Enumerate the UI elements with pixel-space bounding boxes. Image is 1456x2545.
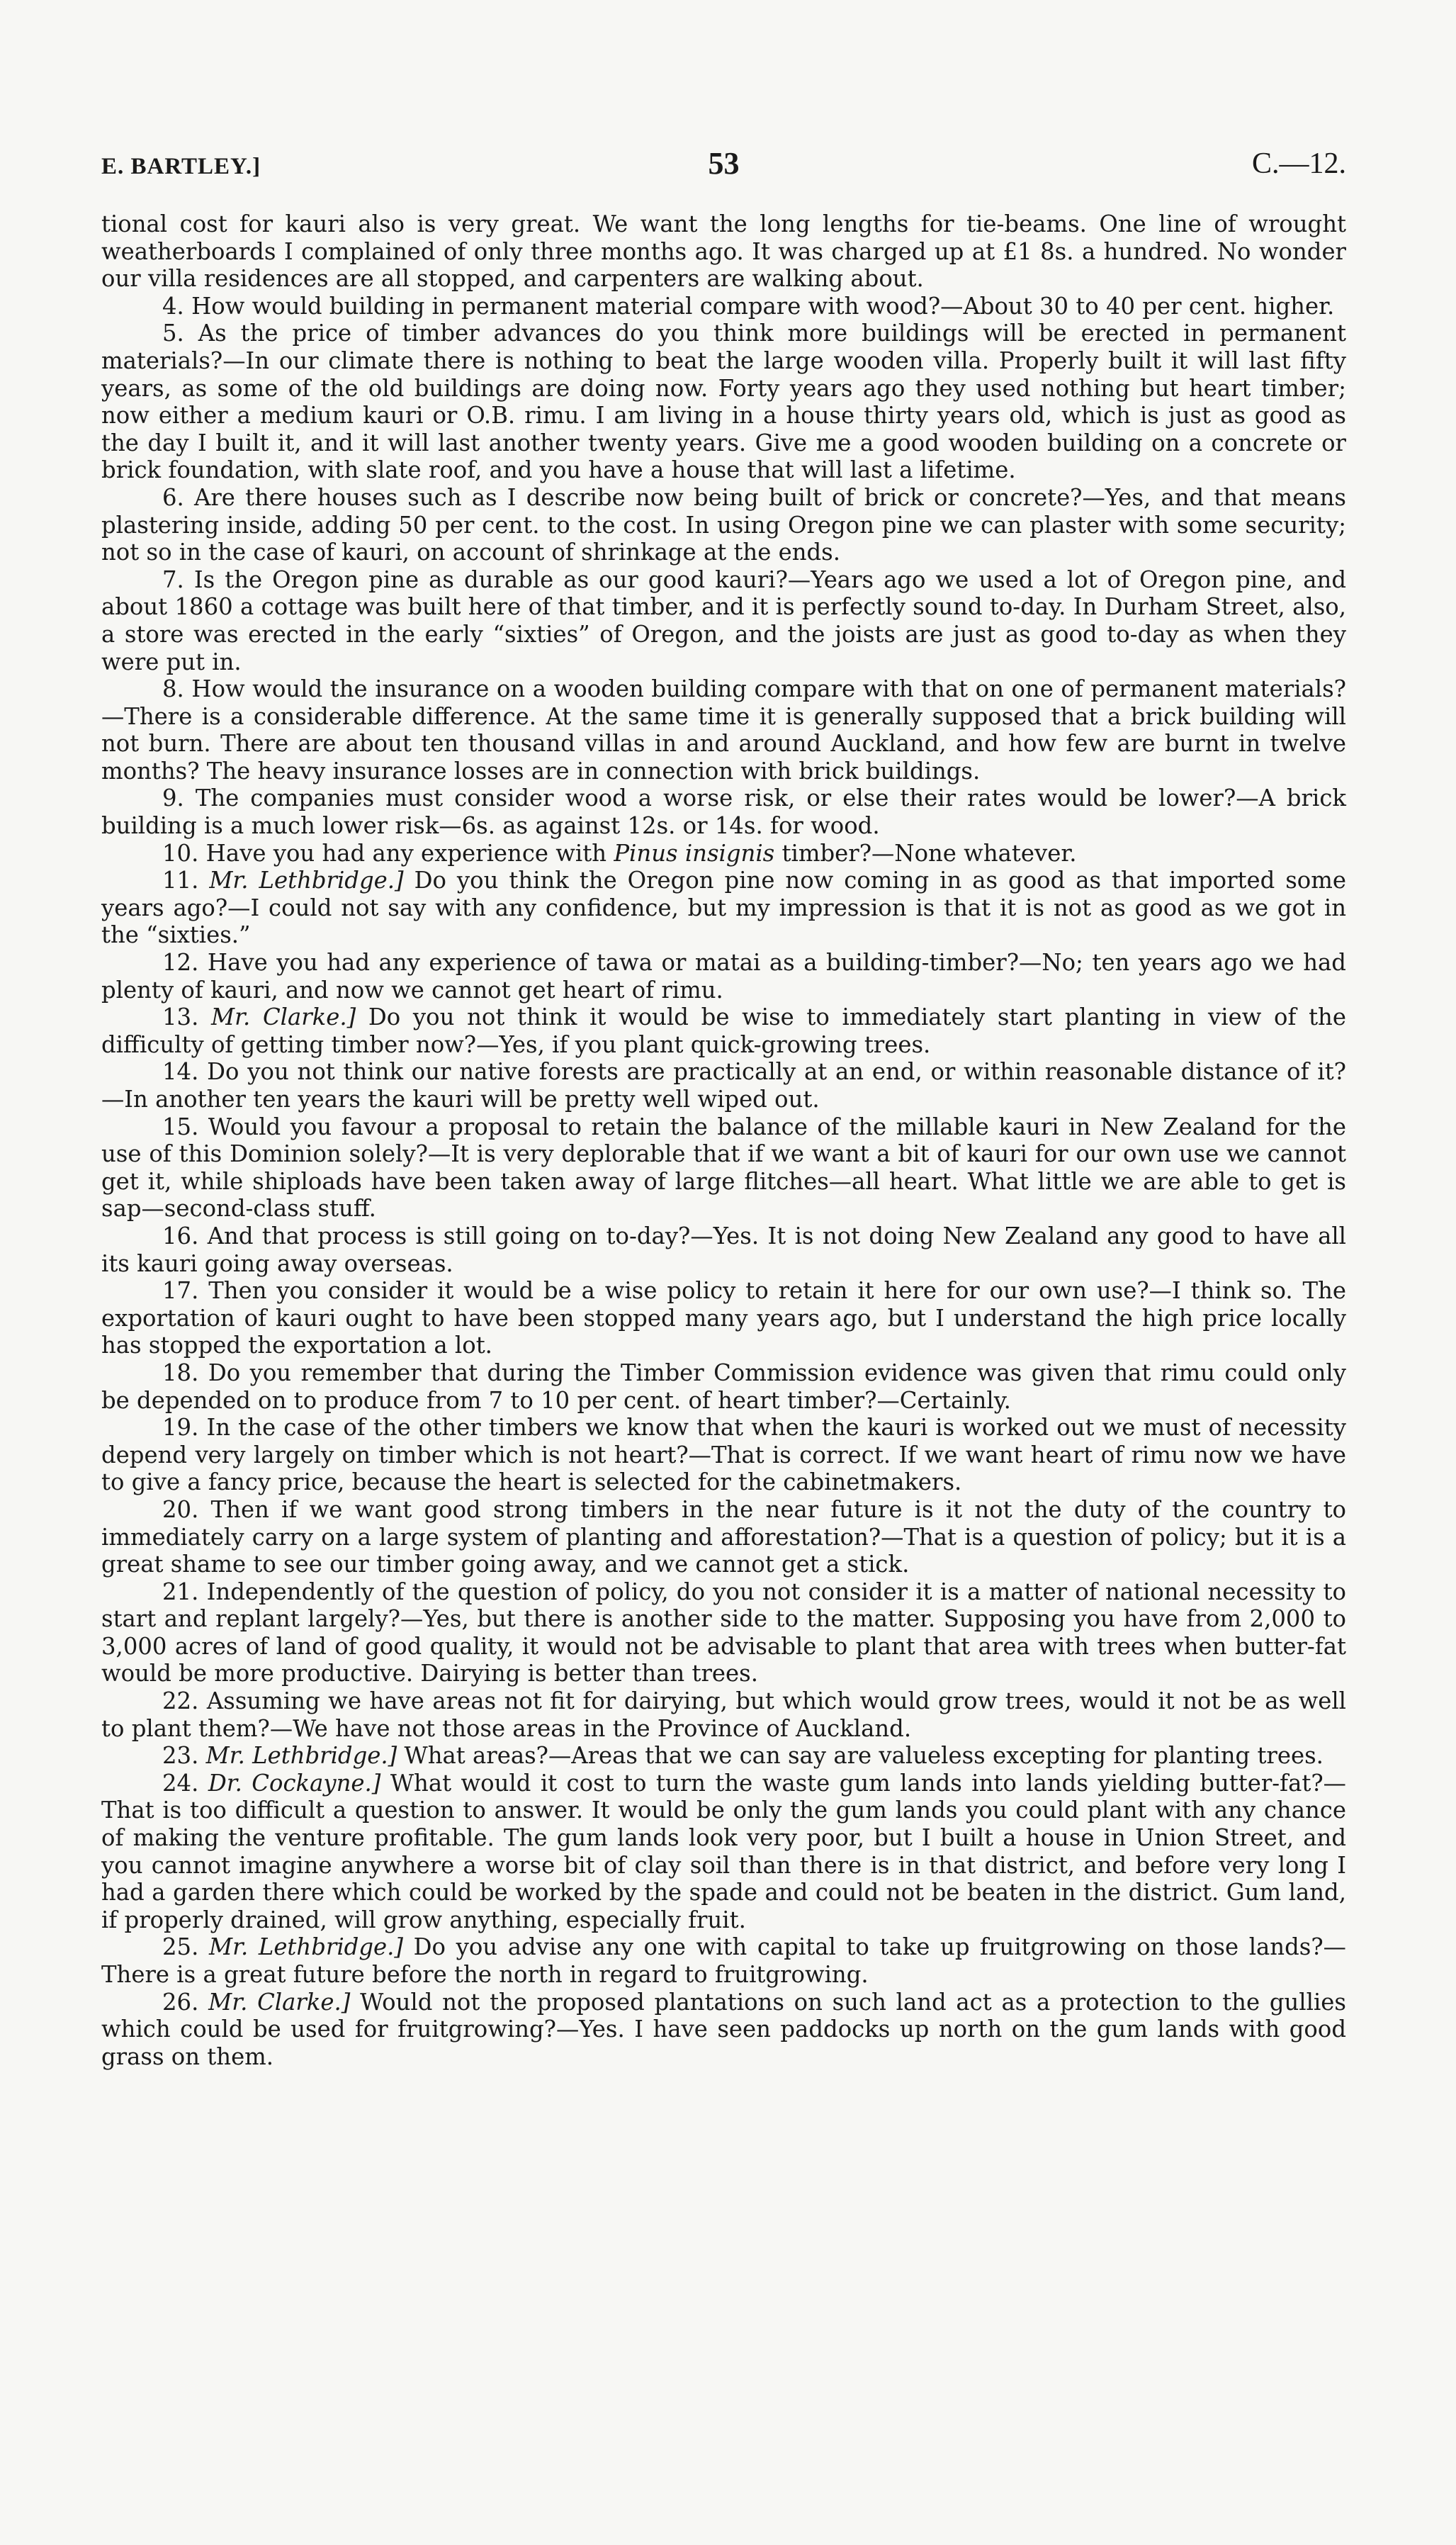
question-number: 11. [162,867,199,894]
question-number: 8. [162,675,184,703]
paragraph-text: How would building in permanent material compare with wood?—About 30 to 40 per cent. higher. [191,292,1335,320]
question-paragraph [101,320,1346,484]
question-number: 4. [162,292,184,320]
paragraph-text: Then you consider it would be a wise policy to retain it here for our own use?—I think so. The exportation of kauri ought to have been stopped many years ago, but I understand the high price locally has stopped the exportation a lot. [101,1277,1346,1359]
document-body [101,210,1346,2070]
paragraph-text: tional cost for kauri also is very great. We want the long lengths for tie-beams. One line of wrought weatherboards I complained of only three months ago. It was charged up at £1 8s. a hundred. No wonder our villa residences are all stopped, and carpenters are walking about. [101,210,1346,293]
question-paragraph [101,1770,1346,1934]
paragraph-text: In the case of the other timbers we know that when the kauri is worked out we must of necessity depend very largely on timber which is not heart?—That is correct. If we want heart of rimu now we have to give a fancy price, because the heart is selected for the cabinetmakers. [101,1414,1346,1496]
question-number: 21. [162,1578,199,1605]
question-paragraph [101,1578,1346,1687]
paragraph-text: Do you not think our native forests are practically at an end, or within reasonable distance of it?—In another ten years the kauri will be pretty well wiped out. [101,1058,1346,1113]
paragraph-text: timber?—None whatever. [781,839,1077,867]
question-number: 24. [162,1769,199,1797]
paragraph-text: What areas?—Areas that we can say are valueless excepting for planting trees. [404,1742,1324,1770]
question-paragraph [101,840,1346,867]
paragraph-text: Would you favour a proposal to retain the balance of the millable kauri in New Zealand for the use of this Dominion solely?—It is very deplorable that if we want a bit of kauri for our own use we cannot get it, while shiploads have been taken away of large flitches—all heart. What little we are able to get is sap—second-class stuff. [101,1113,1346,1223]
question-number: 19. [162,1414,199,1442]
speaker: Mr. Lethbridge.] [209,867,404,894]
question-paragraph [101,675,1346,785]
speaker: Mr. Lethbridge.] [205,1742,397,1770]
paper-reference: C.—12. [1251,147,1346,180]
continuation-paragraph [101,210,1346,293]
speaker: Mr. Lethbridge.] [209,1933,403,1961]
question-number: 26. [162,1988,199,2016]
speaker: Mr. Clarke.] [211,1004,356,1031]
paragraph-text: Independently of the question of policy, do you not consider it is a matter of national necessity to start and replant largely?—Yes, but there is another side to the matter. Supposing you have from 2,000 to 3,000 acres of land of good quality, it would not be advisable to plant that area with trees when butter-fat would be more productive. Dairying is better than trees. [101,1578,1346,1687]
paragraph-text: What would it cost to turn the waste gum lands into lands yielding butter-fat?—That is too difficult a question to answer. It would be only the gum lands you could plant with any chance of making the venture profitable. The gum lands look very poor, but I built a house in Union Street, and you cannot imagine anywhere a worse bit of clay soil than there is in that district, and before very long I had a garden there which could be worked by the spade and could not be beaten in the district. Gum land, if properly drained, will grow anything, especially fruit. [101,1769,1346,1933]
paragraph-text: Do you advise any one with capital to take up fruitgrowing on those lands?—There is a great future before the north in regard to fruitgrowing. [101,1933,1346,1988]
paragraph-text: Assuming we have areas not fit for dairying, but which would grow trees, would it not be as well to plant them?—We have not those areas in the Province of Auckland. [101,1687,1346,1742]
paragraph-text: Do you not think it would be wise to immediately start planting in view of the difficulty of getting timber now?—Yes, if you plant quick-growing trees. [101,1004,1346,1058]
speaker: Mr. Clarke.] [208,1988,351,2016]
question-number: 15. [162,1113,199,1140]
paragraph-text: Then if we want good strong timbers in the near future is it not the duty of the country to immediately carry on a large system of planting and afforestation?—That is a question of policy; but it is a great shame to see our timber going away, and we cannot get a stick. [101,1495,1346,1578]
question-paragraph [101,1414,1346,1496]
question-number: 10. [162,839,199,867]
question-number: 7. [162,566,184,593]
paragraph-text: How would the insurance on a wooden building compare with that on one of permanent materials?—There is a considerable difference. At the same time it is generally supposed that a brick building will not burn. There are about ten thousand villas in and around Auckland, and how few are burnt in twelve months? The heavy insurance losses are in connection with brick buildings. [101,675,1346,785]
question-number: 13. [162,1004,199,1031]
paragraph-text: Have you had any experience with [205,839,607,867]
paragraph-text: Are there houses such as I describe now being built of brick or concrete?—Yes, and that means plastering inside, adding 50 per cent. to the cost. In using Oregon pine we can plaster with some security; not so in the case of kauri, on account of shrinkage at the ends. [101,483,1346,566]
question-number: 25. [162,1933,199,1961]
question-number: 17. [162,1277,199,1305]
paragraph-text: Would not the proposed plantations on such land act as a protection to the gullies which could be used for fruitgrowing?—Yes. I have seen paddocks up north on the gum lands with good grass on them. [101,1988,1346,2070]
question-paragraph [101,293,1346,320]
question-paragraph [101,1933,1346,1988]
paragraph-text: Have you had any experience of tawa or matai as a building-timber?—No; ten years ago we had plenty of kauri, and now we cannot get heart of rimu. [101,949,1346,1004]
question-paragraph [101,1113,1346,1223]
page-number: 53 [708,146,740,181]
question-paragraph [101,1989,1346,2071]
page-header [101,145,1346,196]
paragraph-text: Do you remember that during the Timber Commission evidence was given that rimu could only be depended on to produce from 7 to 10 per cent. of heart timber?—Certainly. [101,1359,1346,1414]
paragraph-text: As the price of timber advances do you think more buildings will be erected in permanent materials?—In our climate there is nothing to beat the large wooden villa. Properly built it will last fifty years, as some of the old buildings are doing now. Forty years ago they used nothing but heart timber; now either a medium kauri or O.B. rimu. I am living in a house thirty years old, which is just as good as the day I built it, and it will last another twenty years. Give me a good wooden building on a concrete or brick foundation, with slate roof, and you have a house that will last a lifetime. [101,320,1346,484]
question-number: 6. [162,483,184,511]
question-paragraph [101,1496,1346,1578]
paragraph-text: The companies must consider wood a worse risk, or else their rates would be lower?—A brick building is a much lower risk—6s. as against 12s. or 14s. for wood. [101,785,1346,840]
question-number: 14. [162,1058,199,1086]
paragraph-text: Do you think the Oregon pine now coming in as good as that imported some years ago?—I could not say with any confidence, but my impression is that it is not as good as we got in the “sixties.” [101,867,1346,949]
question-paragraph [101,785,1346,839]
question-number: 20. [162,1495,199,1523]
question-paragraph [101,1058,1346,1113]
question-paragraph [101,949,1346,1004]
species-name: Pinus insignis [614,839,775,867]
question-number: 16. [162,1222,199,1249]
header-witness: E. BARTLEY.] [101,154,261,179]
speaker: Dr. Cockayne.] [208,1769,381,1797]
paragraph-text: Is the Oregon pine as durable as our good kauri?—Years ago we used a lot of Oregon pine, and about 1860 a cottage was built here of that timber, and it is perfectly sound to-day. In Durham Street, also, a store was erected in the early “sixties” of Oregon, and the joists are just as good to-day as when they were put in. [101,566,1346,675]
question-paragraph [101,867,1346,949]
question-paragraph [101,1223,1346,1277]
question-paragraph [101,1004,1346,1058]
question-paragraph [101,566,1346,675]
question-paragraph [101,484,1346,566]
question-number: 23. [162,1742,199,1770]
paragraph-text: And that process is still going on to-day?—Yes. It is not doing New Zealand any good to have all its kauri going away overseas. [101,1222,1346,1277]
question-number: 9. [162,785,184,812]
question-paragraph [101,1359,1346,1414]
question-number: 22. [162,1687,199,1715]
question-paragraph [101,1277,1346,1359]
question-paragraph [101,1687,1346,1742]
question-number: 12. [162,949,199,977]
question-paragraph [101,1742,1346,1770]
question-number: 5. [162,320,184,347]
question-number: 18. [162,1359,199,1386]
